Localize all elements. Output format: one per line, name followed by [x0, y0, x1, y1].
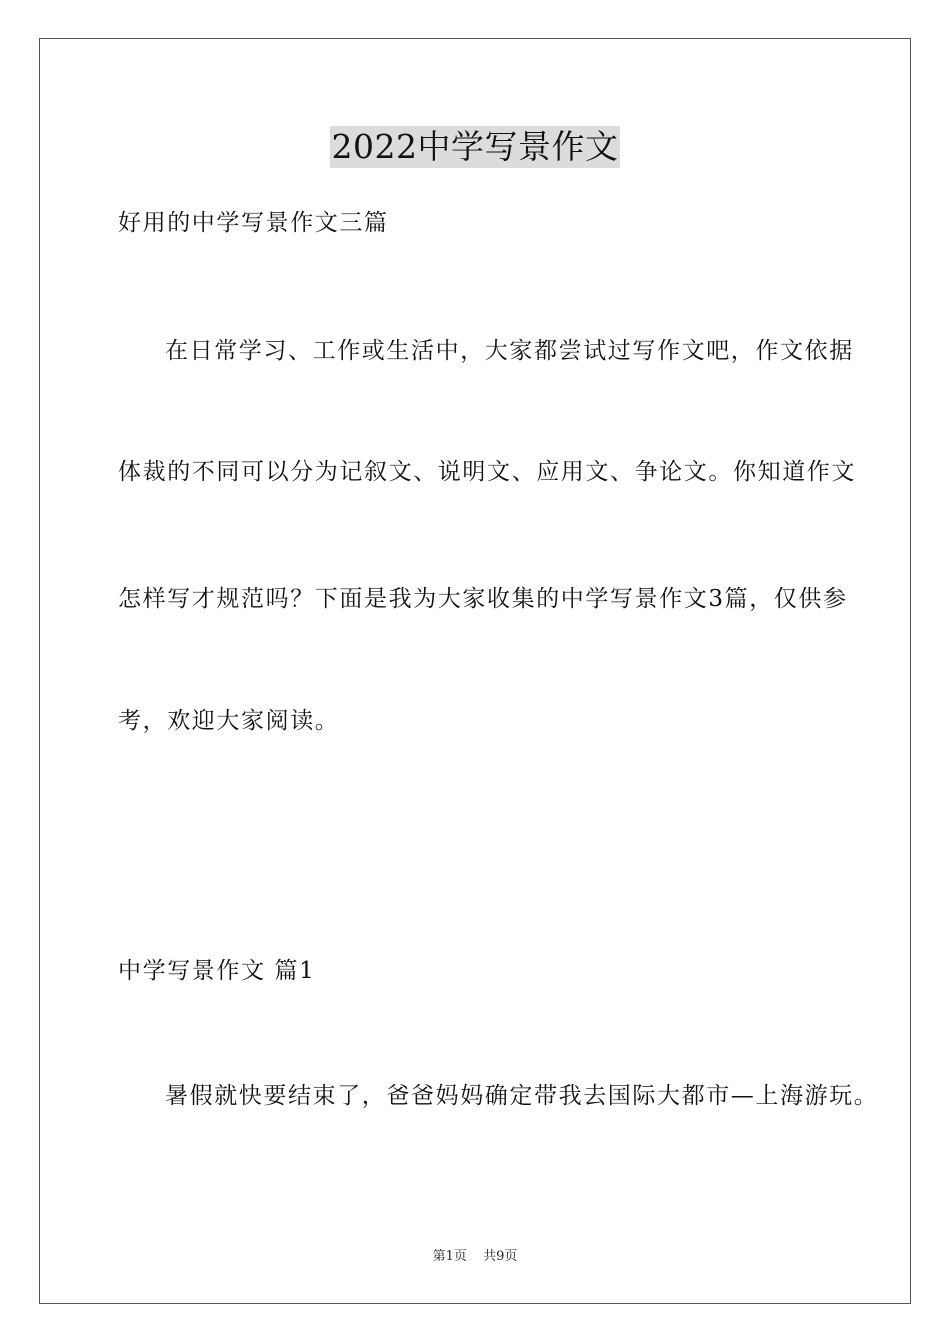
- page-number-total: 共9页: [483, 1249, 518, 1264]
- intro-line-2: 体裁的不同可以分为记叙文、说明文、应用文、争论文。你知道作文: [118, 459, 856, 485]
- page-footer: [0, 1248, 950, 1266]
- document-title: 2022中学写景作文: [331, 127, 619, 166]
- intro-line-4: 考，欢迎大家阅读。: [118, 708, 340, 734]
- title-container: [0, 126, 950, 168]
- section-first-line: 暑假就快要结束了，爸爸妈妈确定带我去国际大都市—上海游玩。: [165, 1083, 879, 1109]
- intro-line-3: 怎样写才规范吗？下面是我为大家收集的中学写景作文3篇，仅供参: [118, 586, 848, 612]
- document-subtitle: 好用的中学写景作文三篇: [118, 210, 389, 236]
- intro-line-1: 在日常学习、工作或生活中，大家都尝试过写作文吧，作文依据: [165, 338, 854, 364]
- section-heading: 中学写景作文 篇1: [118, 958, 316, 984]
- page-number-current: 第1页: [432, 1249, 467, 1264]
